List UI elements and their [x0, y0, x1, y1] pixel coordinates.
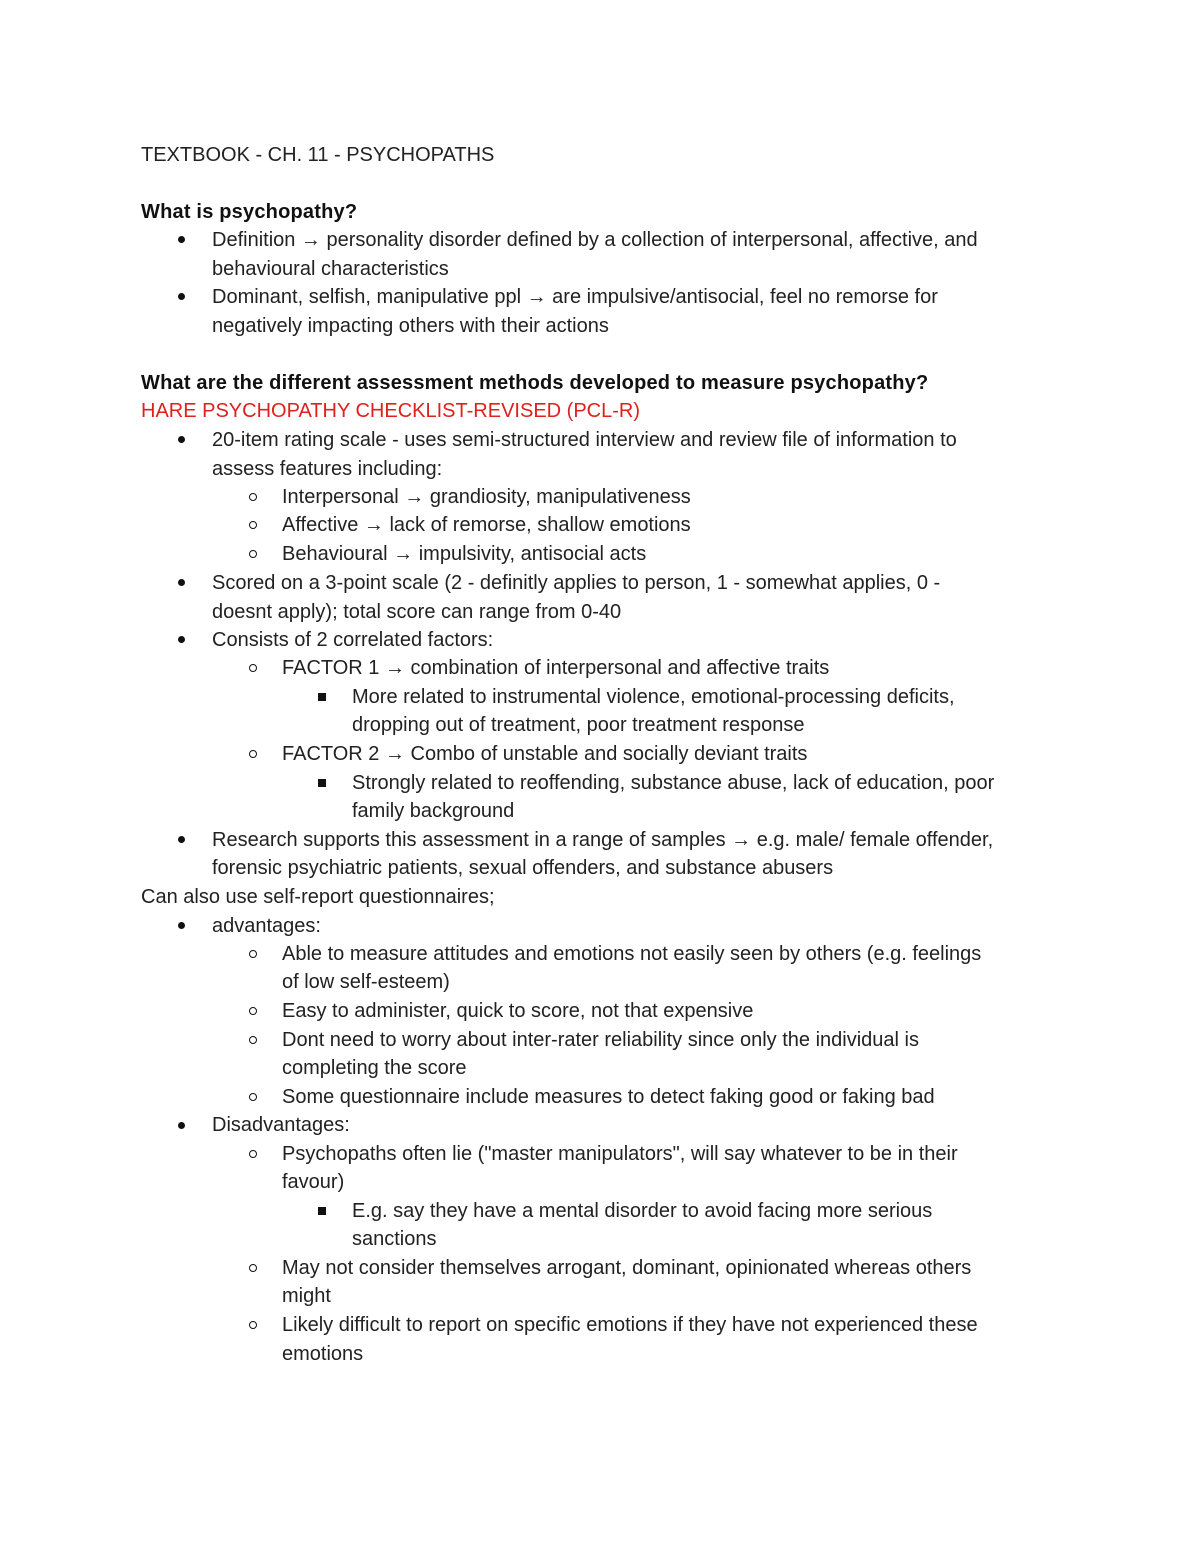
rating-scale-line-2: assess features including: — [212, 458, 443, 480]
advantages-item: advantages: — [212, 915, 321, 937]
circle-bullet-icon — [249, 1321, 257, 1329]
factor-1-item: FACTOR 1 → combination of interpersonal and affective traits — [282, 657, 830, 679]
research-line-2: forensic psychiatric patients, sexual offenders, and substance abusers — [212, 857, 834, 879]
factor-2-detail-line-1: Strongly related to reoffending, substance abuse, lack of education, poor — [352, 772, 995, 794]
circle-bullet-icon — [249, 1150, 257, 1158]
scored-line-1: Scored on a 3-point scale (2 - definitly applies to person, 1 - somewhat applies, 0 - — [212, 572, 941, 594]
factor-2-item: FACTOR 2 → Combo of unstable and socially deviant traits — [282, 743, 808, 765]
heading-assessment-methods: What are the different assessment methods developed to measure psychopathy? — [141, 372, 929, 394]
heading-what-is-psychopathy: What is psychopathy? — [141, 201, 358, 223]
rating-scale-line-1: 20-item rating scale - uses semi-structured interview and review file of information to — [212, 429, 957, 451]
circle-bullet-icon — [249, 521, 257, 529]
circle-bullet-icon — [249, 664, 257, 672]
behavioural-item: Behavioural → impulsivity, antisocial acts — [282, 543, 647, 565]
factor-1-detail-line-1: More related to instrumental violence, emotional-processing deficits, — [352, 686, 955, 708]
bullet-icon — [178, 922, 185, 929]
self-report-line: Can also use self-report questionnaires; — [141, 886, 495, 908]
advantage-3-line-1: Dont need to worry about inter-rater reliability since only the individual is — [282, 1029, 919, 1051]
research-line-1: Research supports this assessment in a range of samples → e.g. male/ female offender, — [212, 829, 994, 851]
circle-bullet-icon — [249, 1093, 257, 1101]
doc-title: TEXTBOOK - CH. 11 - PSYCHOPATHS — [141, 144, 495, 166]
advantage-4: Some questionnaire include measures to detect faking good or faking bad — [282, 1086, 935, 1108]
disadvantage-1a-line-2: sanctions — [352, 1228, 437, 1250]
disadvantage-2-line-2: might — [282, 1285, 331, 1307]
circle-bullet-icon — [249, 750, 257, 758]
definition-line-1: Definition → personality disorder defined by a collection of interpersonal, affective, and — [212, 229, 978, 251]
disadvantage-1-line-2: favour) — [282, 1171, 345, 1193]
definition-line-2: behavioural characteristics — [212, 258, 449, 280]
disadvantage-1-line-1: Psychopaths often lie ("master manipulators", will say whatever to be in their — [282, 1143, 958, 1165]
bullet-icon — [178, 579, 185, 586]
square-bullet-icon — [318, 1207, 326, 1215]
interpersonal-item: Interpersonal → grandiosity, manipulativeness — [282, 486, 691, 508]
advantage-1-line-2: of low self-esteem) — [282, 971, 450, 993]
circle-bullet-icon — [249, 950, 257, 958]
circle-bullet-icon — [249, 1007, 257, 1015]
advantage-2: Easy to administer, quick to score, not that expensive — [282, 1000, 754, 1022]
circle-bullet-icon — [249, 493, 257, 501]
bullet-icon — [178, 636, 185, 643]
bullet-icon — [178, 236, 185, 243]
disadvantages-item: Disadvantages: — [212, 1114, 350, 1136]
bullet-icon — [178, 1122, 185, 1129]
scored-line-2: doesnt apply); total score can range from 0-40 — [212, 601, 622, 623]
disadvantage-2-line-1: May not consider themselves arrogant, dominant, opinionated whereas others — [282, 1257, 972, 1279]
bullet-icon — [178, 436, 185, 443]
pclr-heading: HARE PSYCHOPATHY CHECKLIST-REVISED (PCL-R) — [141, 400, 640, 422]
consists-item: Consists of 2 correlated factors: — [212, 629, 494, 651]
disadvantage-3-line-1: Likely difficult to report on specific emotions if they have not experienced these — [282, 1314, 978, 1336]
dominant-line-2: negatively impacting others with their actions — [212, 315, 609, 337]
bullet-icon — [178, 293, 185, 300]
circle-bullet-icon — [249, 1036, 257, 1044]
bullet-icon — [178, 836, 185, 843]
factor-2-detail-line-2: family background — [352, 800, 515, 822]
dominant-line-1: Dominant, selfish, manipulative ppl → are impulsive/antisocial, feel no remorse for — [212, 286, 938, 308]
circle-bullet-icon — [249, 1264, 257, 1272]
square-bullet-icon — [318, 779, 326, 787]
square-bullet-icon — [318, 693, 326, 701]
affective-item: Affective → lack of remorse, shallow emotions — [282, 514, 691, 536]
circle-bullet-icon — [249, 550, 257, 558]
advantage-3-line-2: completing the score — [282, 1057, 467, 1079]
advantage-1-line-1: Able to measure attitudes and emotions not easily seen by others (e.g. feelings — [282, 943, 982, 965]
disadvantage-1a-line-1: E.g. say they have a mental disorder to avoid facing more serious — [352, 1200, 933, 1222]
factor-1-detail-line-2: dropping out of treatment, poor treatment response — [352, 714, 805, 736]
disadvantage-3-line-2: emotions — [282, 1343, 364, 1365]
